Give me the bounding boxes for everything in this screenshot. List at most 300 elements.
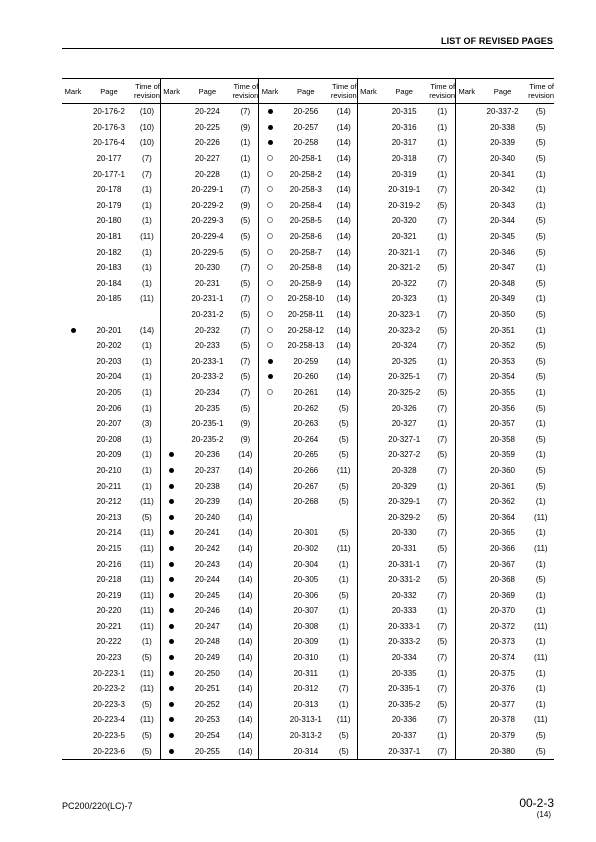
revision-cell: (5) [240,247,251,257]
mark-cell [160,260,182,276]
revision-cell: (1) [142,450,152,460]
revision-cell: (5) [437,637,447,647]
filled-circle-mark-icon [169,546,174,551]
revision-cell: (1) [240,169,251,179]
revision-cell: (5) [535,341,546,351]
page-cell: 20-309 [293,637,319,647]
page-cell: 20-213 [96,512,122,522]
mark-cell [62,416,84,432]
page-cell: 20-258-11 [287,310,324,320]
filled-circle-mark-icon [268,140,273,145]
table-row [62,494,554,510]
revision-cell: (3) [142,419,152,429]
revision-cell: (11) [140,497,154,507]
page-cell: 20-258-9 [289,278,322,288]
revision-cell: (1) [437,107,447,117]
open-circle-mark-icon [267,233,273,239]
revision-cell [134,307,160,323]
revision-cell: (7) [437,715,447,725]
revision-cell: (11) [140,559,154,569]
open-circle-mark-icon [267,327,273,333]
revision-cell: (7) [240,185,251,195]
revision-cell: (1) [535,637,546,647]
mark-cell [357,525,379,541]
mark-cell [357,712,379,728]
page-cell: 20-231-1 [191,294,224,304]
mark-cell [259,416,281,432]
mark-cell [62,291,84,307]
revision-cell: (7) [437,559,447,569]
page-cell: 20-234 [194,387,220,397]
page-cell: 20-239 [194,497,220,507]
page-cell: 20-226 [194,138,220,148]
page-cell: 20-268 [293,497,319,507]
revision-cell: (14) [238,481,253,491]
mark-cell [160,743,182,759]
mark-cell [160,354,182,370]
revision-cell: (5) [535,372,546,382]
revision-cell: (1) [437,232,447,242]
mark-cell [62,135,84,151]
filled-circle-mark-icon [169,468,174,473]
mark-cell [62,587,84,603]
mark-cell [357,104,379,120]
mark-cell [259,478,281,494]
page-cell: 20-338 [490,122,516,132]
table-row [62,541,554,557]
revision-cell: (5) [240,278,251,288]
revision-cell [331,509,357,525]
revision-cell: (5) [437,512,447,522]
mark-cell [357,322,379,338]
revision-cell: (7) [437,465,447,475]
revision-cell: (14) [336,107,351,117]
mark-cell [160,151,182,167]
mark-cell [456,307,478,323]
mark-cell [160,509,182,525]
page-cell: 20-345 [490,232,516,242]
page-cell: 20-225 [194,122,220,132]
revision-cell: (11) [533,512,548,522]
page-cell [84,307,134,323]
page-cell: 20-351 [490,325,516,335]
page-cell: 20-305 [293,575,319,585]
revision-cell: (5) [338,590,349,600]
revision-cell: (14) [336,341,351,351]
mark-cell [160,369,182,385]
revision-cell: (1) [142,200,152,210]
table-row [62,369,554,385]
mark-cell [62,728,84,744]
mark-cell [456,463,478,479]
page-cell: 20-360 [490,465,516,475]
table-row [62,151,554,167]
revision-cell: (1) [142,637,152,647]
mark-cell [456,182,478,198]
mark-cell [456,572,478,588]
mark-cell [62,525,84,541]
revision-cell: (14) [238,699,253,709]
table-row [62,650,554,666]
revision-cell: (1) [535,606,546,616]
mark-cell [456,322,478,338]
column-header-mark: Mark [357,79,379,104]
mark-cell [62,619,84,635]
page-cell: 20-237 [194,465,220,475]
mark-cell [160,400,182,416]
page-cell: 20-326 [391,403,417,413]
revision-cell: (11) [533,715,548,725]
page-cell: 20-229-5 [191,247,224,257]
revision-cell: (11) [140,606,154,616]
revision-cell: (1) [437,481,447,491]
page-cell: 20-258-6 [289,232,322,242]
mark-cell [357,244,379,260]
table-row [62,338,554,354]
footer-page-revision: (14) [536,810,551,819]
page-cell: 20-333-1 [388,621,421,631]
table-row [62,244,554,260]
page-cell: 20-331-1 [388,559,421,569]
revision-cell: (1) [437,138,447,148]
mark-cell [160,587,182,603]
revision-cell: (14) [336,247,351,257]
footer-model-number: PC200/220(LC)-7 [62,801,133,811]
revision-cell: (5) [535,575,546,585]
revision-cell: (1) [142,403,152,413]
page-cell: 20-182 [96,247,122,257]
page-cell: 20-354 [490,372,516,382]
table-row [62,400,554,416]
mark-cell [259,525,281,541]
mark-cell [357,431,379,447]
page-cell: 20-320 [391,216,417,226]
page-cell: 20-253 [194,715,220,725]
revision-cell: (9) [240,200,251,210]
table-row [62,619,554,635]
page-cell: 20-264 [293,434,319,444]
mark-cell [357,307,379,323]
filled-circle-mark-icon [169,686,174,691]
mark-cell [357,478,379,494]
mark-cell [456,276,478,292]
page-cell: 20-177-1 [92,169,126,179]
mark-cell [62,572,84,588]
revision-cell: (1) [338,606,349,616]
page-cell: 20-254 [194,731,220,741]
page-cell: 20-258-12 [287,325,325,335]
page-cell: 20-205 [96,387,122,397]
page-cell: 20-370 [490,606,516,616]
mark-cell [357,556,379,572]
mark-cell [259,463,281,479]
table-row [62,229,554,245]
revision-cell: (7) [437,528,447,538]
mark-cell [259,587,281,603]
revision-table [62,78,554,760]
page-cell: 20-258-13 [287,341,325,351]
page-cell: 20-206 [96,403,122,413]
revision-cell: (14) [336,169,351,179]
filled-circle-mark-icon [169,484,174,489]
mark-cell [62,650,84,666]
revision-cell: (1) [535,200,546,210]
revision-cell: (1) [437,668,447,678]
mark-cell [160,494,182,510]
table-row [62,587,554,603]
revision-cell: (7) [437,154,447,164]
mark-cell [259,509,281,525]
revision-table-container [62,78,554,760]
revision-cell: (14) [336,325,351,335]
mark-cell [259,728,281,744]
revision-cell: (1) [338,699,349,709]
revision-cell: (14) [238,653,253,663]
mark-cell [456,681,478,697]
page-cell: 20-365 [490,528,516,538]
page-cell: 20-258-2 [289,169,322,179]
mark-cell [357,182,379,198]
table-row [62,120,554,136]
mark-cell [259,400,281,416]
page-cell: 20-352 [490,341,516,351]
revision-cell: (1) [142,372,152,382]
page-cell: 20-348 [490,278,516,288]
mark-cell [259,447,281,463]
open-circle-mark-icon [267,389,273,395]
filled-circle-mark-icon [169,624,174,629]
mark-cell [456,369,478,385]
table-row [62,447,554,463]
page-cell: 20-229-4 [191,232,224,242]
revision-cell: (11) [533,543,548,553]
page-cell: 20-373 [490,637,516,647]
mark-cell [456,509,478,525]
page-cell: 20-257 [293,122,319,132]
mark-cell [357,494,379,510]
page-cell: 20-358 [490,434,516,444]
page-cell: 20-328 [391,465,417,475]
revision-cell: (1) [535,325,546,335]
revision-cell: (1) [437,731,447,741]
revision-cell: (5) [437,699,447,709]
revision-cell: (7) [437,278,447,288]
revision-cell: (7) [240,263,251,273]
mark-cell [456,728,478,744]
revision-cell: (5) [535,107,546,117]
revision-cell: (7) [437,341,447,351]
table-row [62,463,554,479]
page-cell: 20-203 [96,356,122,366]
revision-cell: (14) [139,325,155,335]
page-cell: 20-249 [194,653,220,663]
filled-circle-mark-icon [169,733,174,738]
page-cell: 20-325 [391,356,417,366]
mark-cell [160,572,182,588]
revision-cell: (5) [535,278,546,288]
mark-cell [456,385,478,401]
page-cell: 20-347 [490,263,516,273]
page-cell: 20-344 [490,216,516,226]
revision-cell: (5) [535,247,546,257]
mark-cell [456,431,478,447]
page-cell: 20-220 [96,606,122,616]
revision-cell: (5) [437,543,447,553]
revision-cell: (11) [140,668,154,678]
page-cell: 20-229-3 [191,216,224,226]
mark-cell [160,478,182,494]
mark-cell [259,291,281,307]
page-cell: 20-233-2 [191,372,224,382]
mark-cell [456,619,478,635]
page-cell: 20-223-6 [92,746,126,756]
revision-cell: (1) [437,294,447,304]
page-cell: 20-209 [96,450,122,460]
mark-cell [62,603,84,619]
revision-cell: (5) [535,122,546,132]
filled-circle-mark-icon [169,530,174,535]
revision-cell: (5) [535,216,546,226]
revision-cell: (5) [535,746,546,756]
page-cell: 20-223-5 [92,731,126,741]
mark-cell [160,619,182,635]
mark-cell [456,151,478,167]
page-cell: 20-252 [194,699,220,709]
revision-cell: (10) [139,107,155,117]
page-cell: 20-343 [490,200,516,210]
revision-cell: (1) [338,575,349,585]
page-cell: 20-315 [391,107,417,117]
revision-cell: (7) [437,310,447,320]
mark-cell [357,743,379,759]
mark-cell [357,650,379,666]
revision-cell: (5) [338,450,349,460]
mark-cell [62,120,84,136]
revision-cell: (1) [535,450,546,460]
column-header-page: Page [297,86,315,96]
page-cell: 20-228 [194,169,220,179]
revision-cell: (11) [140,621,154,631]
page-cell: 20-380 [490,746,516,756]
page-cell: 20-329-1 [388,497,421,507]
open-circle-mark-icon [267,155,273,161]
page-cell: 20-324 [391,341,417,351]
mark-cell [456,447,478,463]
mark-cell [259,541,281,557]
page-cell [281,509,331,525]
mark-cell [456,697,478,713]
column-header-page: Page [198,86,217,96]
revision-cell: (14) [336,310,351,320]
table-row [62,354,554,370]
table-row [62,634,554,650]
revision-cell: (1) [338,559,349,569]
revision-cell: (1) [142,216,152,226]
page-cell: 20-307 [293,606,319,616]
mark-cell [160,291,182,307]
open-circle-mark-icon [267,342,273,348]
revision-cell: (1) [535,497,546,507]
mark-cell [456,291,478,307]
mark-cell [160,447,182,463]
revision-cell: (5) [338,481,349,491]
revision-cell: (5) [437,575,447,585]
table-row [62,385,554,401]
mark-cell [357,665,379,681]
mark-cell [357,338,379,354]
mark-cell [259,743,281,759]
page-cell: 20-378 [490,715,516,725]
mark-cell [357,572,379,588]
revision-cell: (5) [338,497,349,507]
table-row [62,743,554,759]
page-cell: 20-335-2 [388,699,421,709]
mark-cell [259,151,281,167]
filled-circle-mark-icon [169,702,174,707]
mark-cell [357,603,379,619]
mark-cell [160,431,182,447]
mark-cell [259,650,281,666]
revision-cell: (5) [535,731,546,741]
mark-cell [160,463,182,479]
mark-cell [456,743,478,759]
mark-cell [259,120,281,136]
filled-circle-mark-icon [268,374,273,379]
column-header-mark: Mark [259,79,281,104]
revision-cell: (1) [338,621,349,631]
header-rule [62,48,554,49]
table-row [62,712,554,728]
revision-cell: (1) [142,247,152,257]
page-cell: 20-265 [293,450,319,460]
revision-cell: (14) [238,559,253,569]
mark-cell [160,697,182,713]
revision-cell: (5) [338,746,349,756]
page-cell: 20-258-1 [289,154,322,164]
page-cell: 20-235-2 [191,434,224,444]
mark-cell [62,743,84,759]
mark-cell [62,385,84,401]
mark-cell [456,494,478,510]
filled-circle-mark-icon [268,109,273,114]
revision-cell: (5) [535,138,546,148]
revision-cell: (1) [535,169,546,179]
page-cell: 20-336 [391,715,417,725]
table-row [62,135,554,151]
mark-cell [160,541,182,557]
page-cell: 20-240 [194,512,220,522]
mark-cell [62,338,84,354]
revision-cell: (11) [336,715,351,725]
page-cell: 20-368 [490,575,516,585]
page-cell: 20-322 [391,278,417,288]
page-cell: 20-339 [490,138,516,148]
revision-cell: (5) [535,356,546,366]
page-cell: 20-210 [96,465,122,475]
page-cell: 20-223 [96,653,122,663]
revision-cell: (14) [238,528,253,538]
mark-cell [62,697,84,713]
revision-cell: (7) [437,746,447,756]
mark-cell [357,541,379,557]
page-cell: 20-247 [194,621,220,631]
table-row [62,509,554,525]
revision-cell: (14) [336,278,351,288]
revision-cell: (1) [142,278,152,288]
page-cell: 20-313 [293,699,319,709]
page-cell: 20-333-2 [388,637,421,647]
revision-cell: (14) [238,465,253,475]
